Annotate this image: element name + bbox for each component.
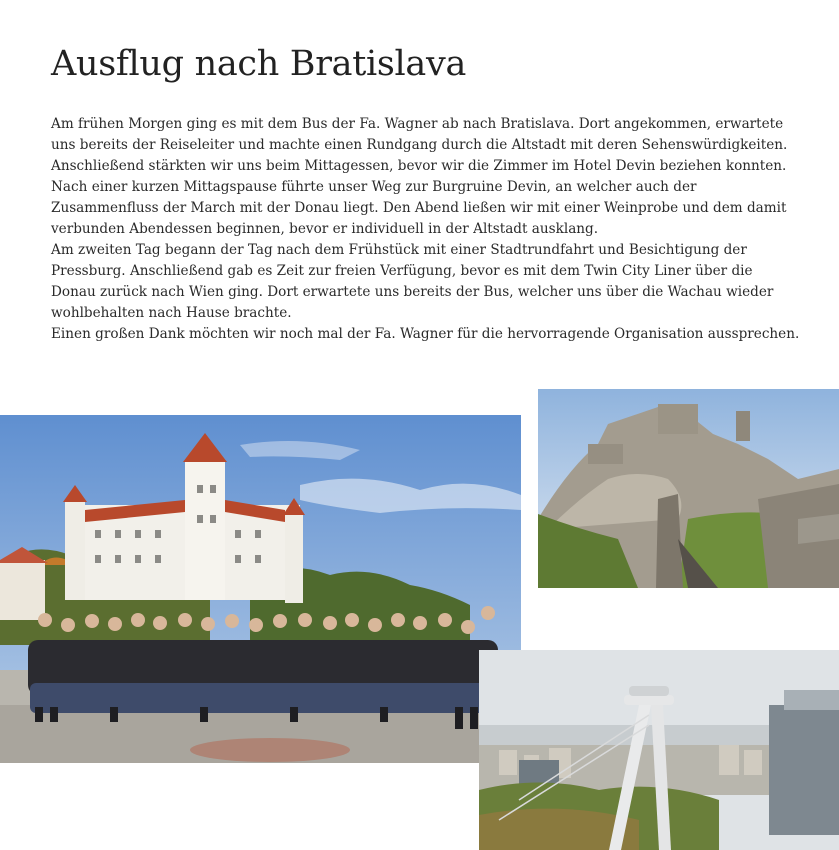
article-body (51, 114, 801, 345)
group-photo-bratislava-castle (0, 415, 521, 763)
photo-ufo-bridge-city-view (479, 650, 839, 850)
paragraph-day-two: Am zweiten Tag begann der Tag nach dem Frühstück mit einer Stadtrundfahrt und Besichtigung der Pressburg. Anschließend gab es Zeit zur freien Verfügung, bevor es mit dem Twin City Liner über die Donau zurück nach Wien ging. Dort erwartete uns bereits der Bus, welcher uns über die Wachau wieder wohlbehalten nach Hause brachte. (51, 242, 774, 321)
page-title: Ausflug nach Bratislava (51, 44, 467, 84)
photo-devin-castle-ruins (538, 389, 839, 588)
paragraph-thanks: Einen großen Dank möchten wir noch mal der Fa. Wagner für die hervorragende Organisation aussprechen. (51, 326, 800, 342)
paragraph-day-one: Am frühen Morgen ging es mit dem Bus der Fa. Wagner ab nach Bratislava. Dort angekommen, erwartete uns bereits der Reiseleiter und machte einen Rundgang durch die Altstadt mit deren Sehenswürdigkeiten. Anschließend stärkten wir uns beim Mittagessen, bevor wir die Zimmer im Hotel Devin beziehen konnten. Nach einer kurzen Mittagspause führte unser Weg zur Burgruine Devin, an welcher auch der Zusammenfluss der March mit der Donau liegt. Den Abend ließen wir mit einer Weinprobe und dem damit verbunden Abendessen beginnen, bevor er individuell in der Altstadt ausklang. (51, 116, 788, 237)
